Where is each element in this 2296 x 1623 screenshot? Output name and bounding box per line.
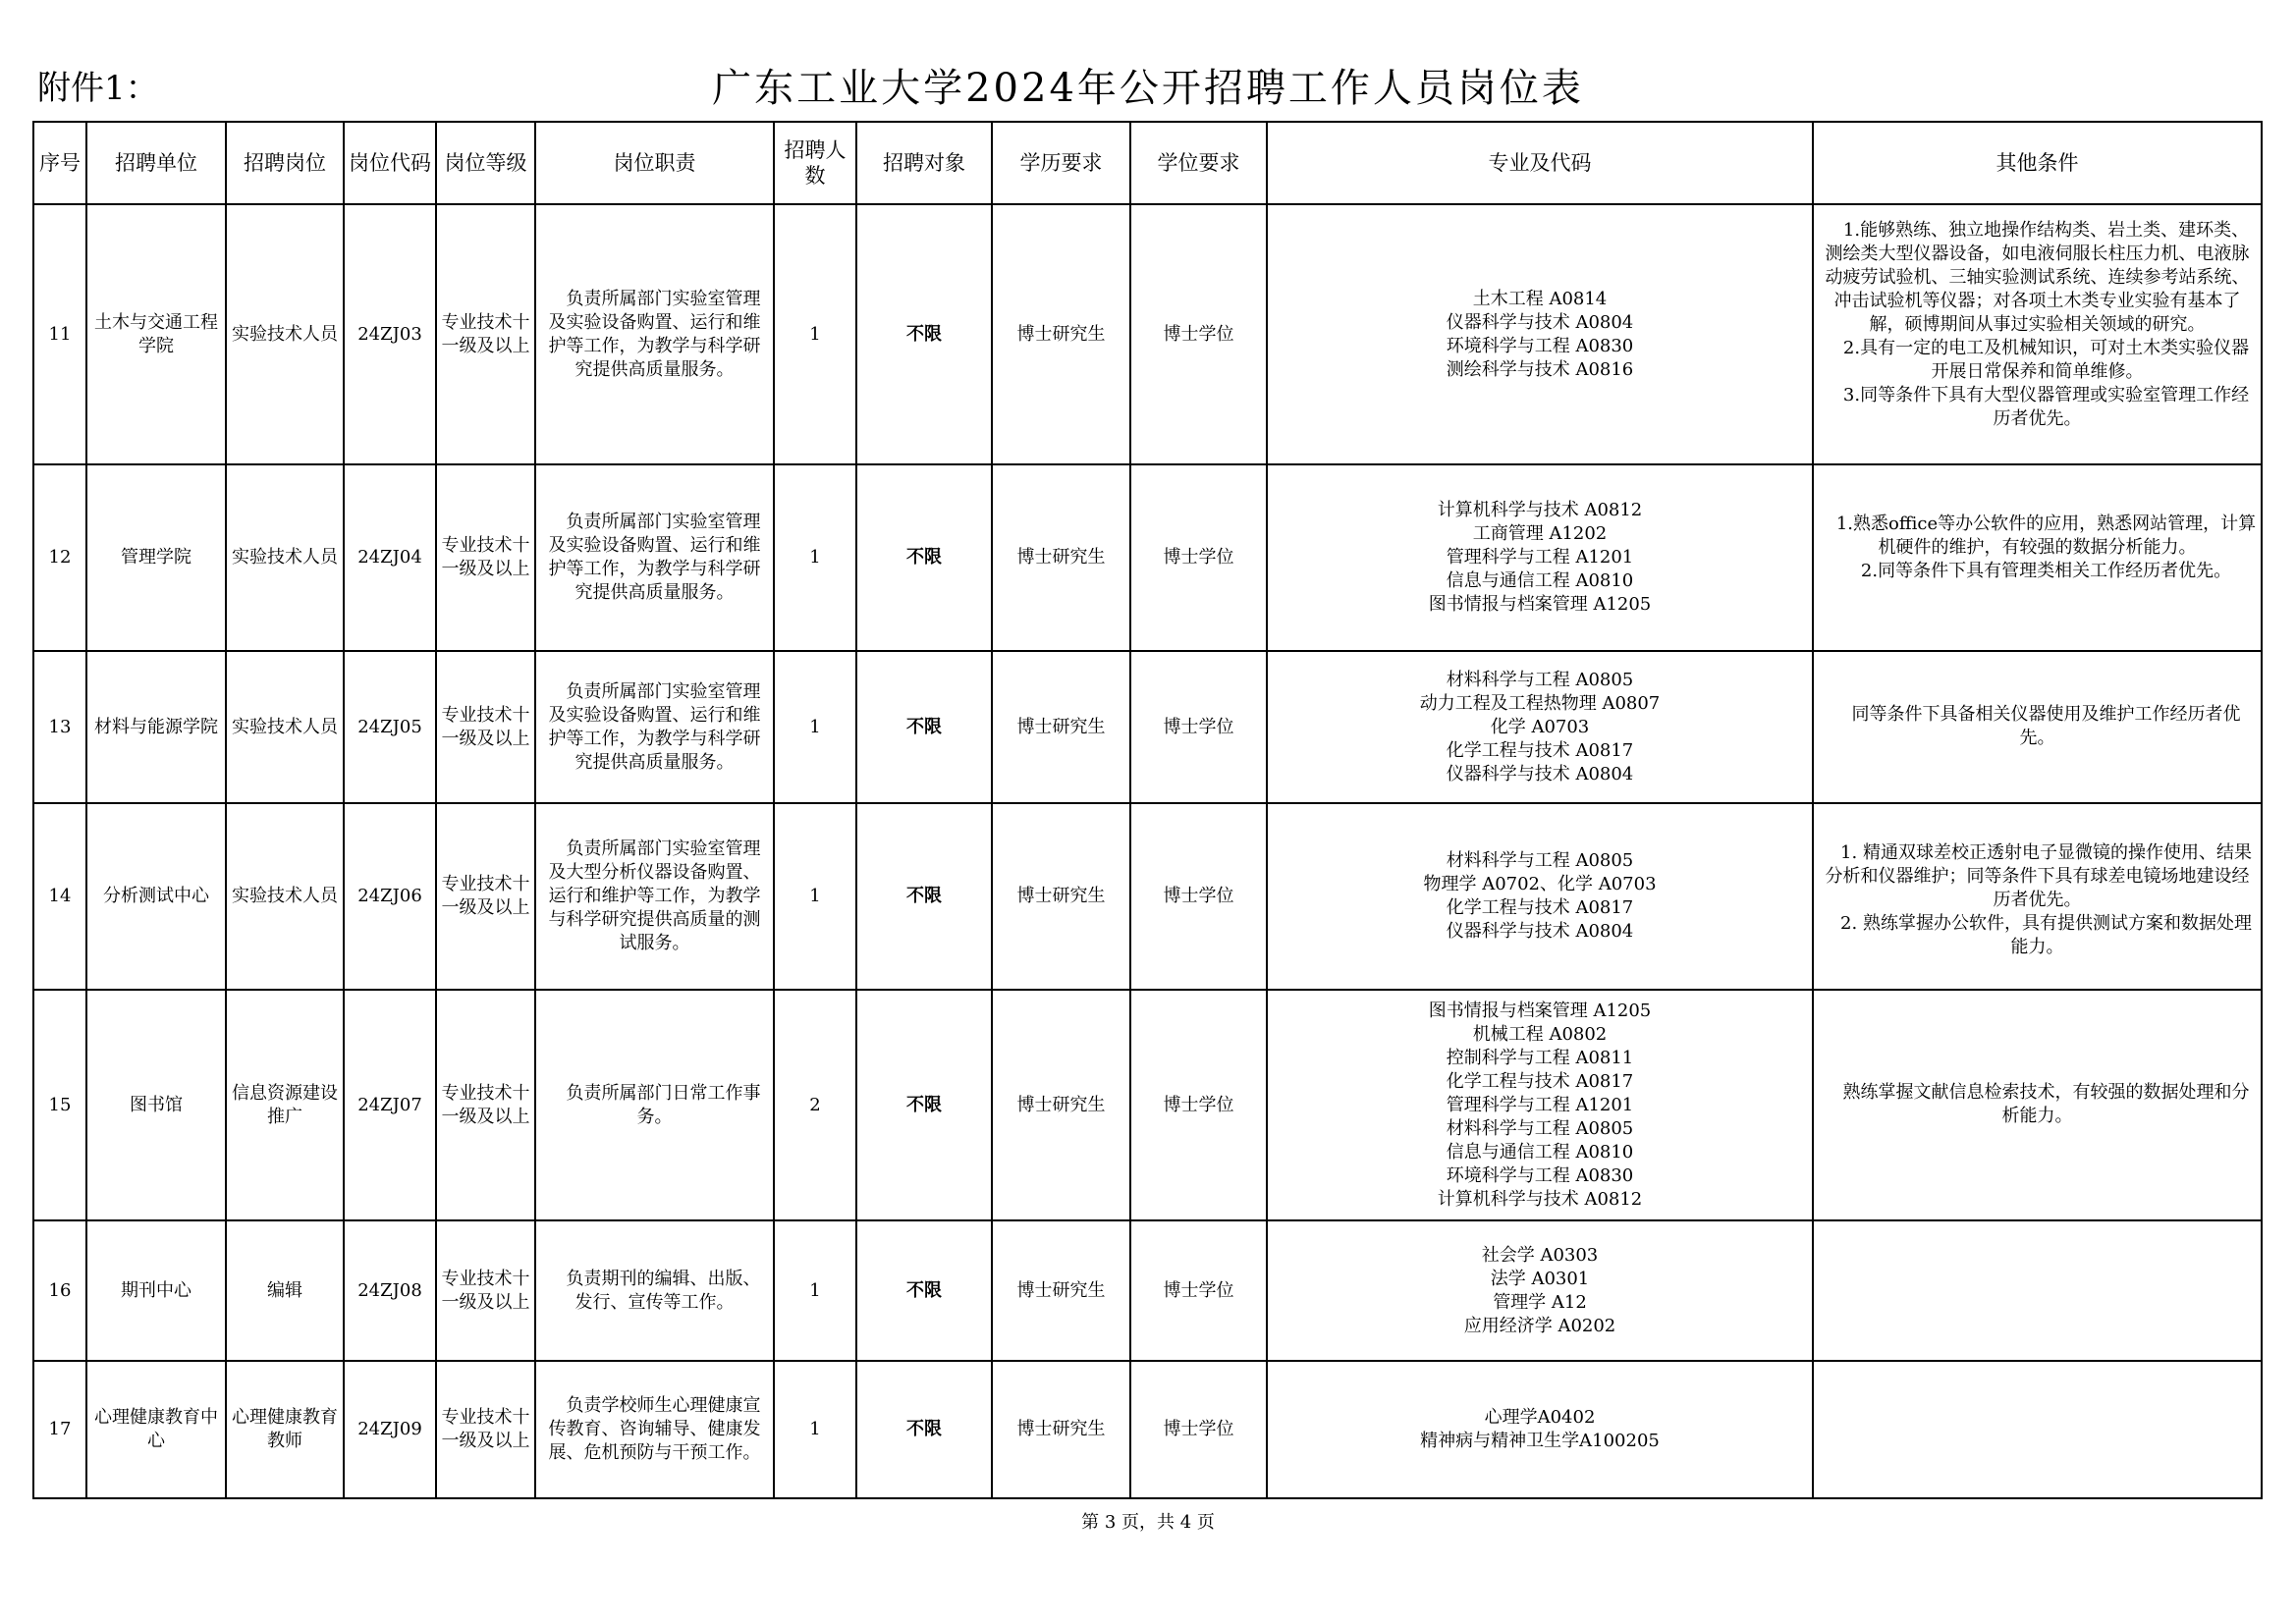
cell-majors	[1267, 464, 1813, 651]
cell-duty: 负责所属部门实验室管理及实验设备购置、运行和维护等工作，为教学与科学研究提供高质量服务。	[535, 204, 774, 464]
cell-target: 不限	[856, 651, 992, 803]
cell-no: 11	[33, 204, 86, 464]
cell-edu: 博士研究生	[992, 990, 1130, 1220]
cell-other	[1813, 464, 2262, 651]
cell-duty: 负责所属部门实验室管理及大型分析仪器设备购置、运行和维护等工作，为教学与科学研究提供高质量的测试服务。	[535, 803, 774, 990]
other-item: 2.具有一定的电工及机械知识，可对土木类实验仪器开展日常保养和简单维修。	[1842, 338, 2250, 382]
cell-other	[1813, 990, 2262, 1220]
other-item: 1.能够熟练、独立地操作结构类、岩土类、建环类、测绘类大型仪器设备，如电液伺服长柱压力机、电液脉动疲劳试验机、三轴实验测试系统、连续参考站系统、冲击试验机等仪器；对各项土木类专业实验有基本了解，硕博期间从事过实验相关领域的研究。	[1825, 220, 2250, 335]
cell-count: 2	[774, 990, 856, 1220]
cell-level: 专业技术十一级及以上	[436, 1361, 535, 1498]
other-item: 3.同等条件下具有大型仪器管理或实验室管理工作经历者优先。	[1842, 385, 2250, 429]
cell-unit: 分析测试中心	[86, 803, 226, 990]
cell-count: 1	[774, 1361, 856, 1498]
cell-duty: 负责所属部门实验室管理及实验设备购置、运行和维护等工作，为教学与科学研究提供高质量服务。	[535, 651, 774, 803]
cell-edu: 博士研究生	[992, 204, 1130, 464]
cell-count: 1	[774, 204, 856, 464]
cell-degree: 博士学位	[1130, 1220, 1267, 1361]
col-header-target: 招聘对象	[856, 122, 992, 204]
cell-degree: 博士学位	[1130, 1361, 1267, 1498]
col-header-code: 岗位代码	[344, 122, 436, 204]
major-item: 测绘科学与技术 A0816	[1446, 358, 1634, 380]
cell-code: 24ZJ03	[344, 204, 436, 464]
table-row	[33, 464, 2262, 651]
cell-post: 信息资源建设推广	[226, 990, 344, 1220]
col-header-other: 其他条件	[1813, 122, 2262, 204]
major-item: 应用经济学 A0202	[1463, 1315, 1616, 1336]
major-item: 社会学 A0303	[1481, 1244, 1599, 1266]
cell-post: 心理健康教育教师	[226, 1361, 344, 1498]
cell-no: 17	[33, 1361, 86, 1498]
cell-level: 专业技术十一级及以上	[436, 204, 535, 464]
cell-edu: 博士研究生	[992, 1220, 1130, 1361]
major-item: 管理科学与工程 A1201	[1446, 547, 1634, 568]
cell-code: 24ZJ09	[344, 1361, 436, 1498]
cell-code: 24ZJ05	[344, 651, 436, 803]
cell-code: 24ZJ07	[344, 990, 436, 1220]
cell-code: 24ZJ08	[344, 1220, 436, 1361]
cell-other	[1813, 1220, 2262, 1361]
major-item: 化学工程与技术 A0817	[1446, 739, 1634, 761]
major-item: 动力工程及工程热物理 A0807	[1419, 692, 1661, 714]
major-item: 化学 A0703	[1490, 716, 1590, 737]
cell-degree: 博士学位	[1130, 990, 1267, 1220]
cell-no: 16	[33, 1220, 86, 1361]
major-item: 物理学 A0702、化学 A0703	[1423, 874, 1657, 894]
cell-target: 不限	[856, 1220, 992, 1361]
cell-no: 15	[33, 990, 86, 1220]
cell-target: 不限	[856, 204, 992, 464]
major-item: 仪器科学与技术 A0804	[1446, 763, 1634, 784]
col-header-edu: 学历要求	[992, 122, 1130, 204]
cell-other	[1813, 651, 2262, 803]
major-item: 材料科学与工程 A0805	[1446, 669, 1634, 690]
cell-unit: 图书馆	[86, 990, 226, 1220]
major-item: 管理学 A12	[1493, 1291, 1587, 1313]
cell-edu: 博士研究生	[992, 651, 1130, 803]
col-header-majors: 专业及代码	[1267, 122, 1813, 204]
major-item: 土木工程 A0814	[1472, 288, 1608, 309]
cell-count: 1	[774, 464, 856, 651]
other-item: 1. 精通双球差校正透射电子显微镜的操作使用、结果分析和仪器维护；同等条件下具有球差电镜场地建设经历者优先。	[1825, 842, 2252, 910]
other-item: 2.同等条件下具有管理类相关工作经历者优先。	[1860, 561, 2232, 581]
other-item: 2. 熟练掌握办公软件，具有提供测试方案和数据处理能力。	[1840, 913, 2252, 957]
cell-count: 1	[774, 803, 856, 990]
col-header-level: 岗位等级	[436, 122, 535, 204]
major-item: 计算机科学与技术 A0812	[1437, 500, 1643, 520]
cell-edu: 博士研究生	[992, 803, 1130, 990]
cell-degree: 博士学位	[1130, 803, 1267, 990]
cell-count: 1	[774, 651, 856, 803]
cell-majors	[1267, 803, 1813, 990]
major-item: 材料科学与工程 A0805	[1446, 850, 1634, 871]
major-item: 材料科学与工程 A0805	[1446, 1117, 1634, 1139]
major-item: 环境科学与工程 A0830	[1446, 335, 1634, 356]
cell-target: 不限	[856, 803, 992, 990]
table-row	[33, 1361, 2262, 1498]
cell-other	[1813, 803, 2262, 990]
cell-post: 实验技术人员	[226, 803, 344, 990]
cell-majors	[1267, 204, 1813, 464]
cell-level: 专业技术十一级及以上	[436, 803, 535, 990]
cell-other	[1813, 1361, 2262, 1498]
cell-level: 专业技术十一级及以上	[436, 651, 535, 803]
page-number: 第 3 页，共 4 页	[1081, 1512, 1215, 1533]
cell-target: 不限	[856, 464, 992, 651]
other-item: 熟练掌握文献信息检索技术，有较强的数据处理和分析能力。	[1842, 1081, 2250, 1126]
cell-code: 24ZJ06	[344, 803, 436, 990]
cell-majors	[1267, 651, 1813, 803]
cell-edu: 博士研究生	[992, 1361, 1130, 1498]
major-item: 环境科学与工程 A0830	[1446, 1164, 1634, 1186]
cell-majors	[1267, 1220, 1813, 1361]
recruitment-table	[32, 121, 2263, 1499]
cell-level: 专业技术十一级及以上	[436, 1220, 535, 1361]
cell-unit: 心理健康教育中心	[86, 1361, 226, 1498]
major-item: 计算机科学与技术 A0812	[1437, 1188, 1643, 1210]
cell-level: 专业技术十一级及以上	[436, 464, 535, 651]
page-title: 广东工业大学2024年公开招聘工作人员岗位表	[712, 66, 1584, 111]
major-item: 控制科学与工程 A0811	[1446, 1047, 1634, 1068]
cell-degree: 博士学位	[1130, 204, 1267, 464]
cell-duty: 负责所属部门日常工作事务。	[535, 990, 774, 1220]
col-header-no: 序号	[33, 122, 86, 204]
col-header-duty: 岗位职责	[535, 122, 774, 204]
table-row	[33, 1220, 2262, 1361]
major-item: 化学工程与技术 A0817	[1446, 1070, 1634, 1092]
cell-level: 专业技术十一级及以上	[436, 990, 535, 1220]
cell-edu: 博士研究生	[992, 464, 1130, 651]
cell-majors	[1267, 1361, 1813, 1498]
cell-unit: 土木与交通工程学院	[86, 204, 226, 464]
major-item: 信息与通信工程 A0810	[1446, 570, 1634, 591]
major-item: 机械工程 A0802	[1472, 1023, 1608, 1045]
cell-unit: 管理学院	[86, 464, 226, 651]
col-header-count: 招聘人数	[774, 122, 856, 204]
cell-majors	[1267, 990, 1813, 1220]
cell-duty: 负责期刊的编辑、出版、发行、宣传等工作。	[535, 1220, 774, 1361]
cell-target: 不限	[856, 990, 992, 1220]
cell-other	[1813, 204, 2262, 464]
other-item: 同等条件下具备相关仪器使用及维护工作经历者优先。	[1851, 703, 2241, 748]
cell-duty: 负责所属部门实验室管理及实验设备购置、运行和维护等工作，为教学与科学研究提供高质量服务。	[535, 464, 774, 651]
cell-target: 不限	[856, 1361, 992, 1498]
major-item: 工商管理 A1202	[1472, 523, 1608, 544]
annex-label: 附件1：	[37, 69, 159, 108]
table-row	[33, 803, 2262, 990]
cell-degree: 博士学位	[1130, 464, 1267, 651]
major-item: 管理科学与工程 A1201	[1446, 1094, 1634, 1115]
major-item: 图书情报与档案管理 A1205	[1428, 1000, 1652, 1021]
col-header-unit: 招聘单位	[86, 122, 226, 204]
cell-post: 实验技术人员	[226, 204, 344, 464]
major-item: 心理学A0402	[1484, 1407, 1596, 1428]
cell-degree: 博士学位	[1130, 651, 1267, 803]
col-header-post: 招聘岗位	[226, 122, 344, 204]
major-item: 精神病与精神卫生学A100205	[1420, 1431, 1660, 1451]
cell-no: 13	[33, 651, 86, 803]
major-item: 仪器科学与技术 A0804	[1446, 921, 1634, 942]
major-item: 化学工程与技术 A0817	[1446, 897, 1634, 918]
major-item: 信息与通信工程 A0810	[1446, 1141, 1634, 1163]
cell-unit: 期刊中心	[86, 1220, 226, 1361]
major-item: 图书情报与档案管理 A1205	[1428, 594, 1652, 615]
table-row	[33, 990, 2262, 1220]
cell-post: 实验技术人员	[226, 464, 344, 651]
major-item: 仪器科学与技术 A0804	[1446, 311, 1634, 333]
cell-no: 12	[33, 464, 86, 651]
cell-duty: 负责学校师生心理健康宣传教育、咨询辅导、健康发展、危机预防与干预工作。	[535, 1361, 774, 1498]
cell-code: 24ZJ04	[344, 464, 436, 651]
cell-post: 编辑	[226, 1220, 344, 1361]
cell-no: 14	[33, 803, 86, 990]
other-item: 1.熟悉office等办公软件的应用，熟悉网站管理，计算机硬件的维护，有较强的数据分析能力。	[1835, 514, 2257, 558]
table-header-row	[33, 122, 2262, 204]
cell-count: 1	[774, 1220, 856, 1361]
cell-post: 实验技术人员	[226, 651, 344, 803]
major-item: 法学 A0301	[1490, 1268, 1590, 1289]
cell-unit: 材料与能源学院	[86, 651, 226, 803]
table-row	[33, 651, 2262, 803]
table-row	[33, 204, 2262, 464]
col-header-degree: 学位要求	[1130, 122, 1267, 204]
